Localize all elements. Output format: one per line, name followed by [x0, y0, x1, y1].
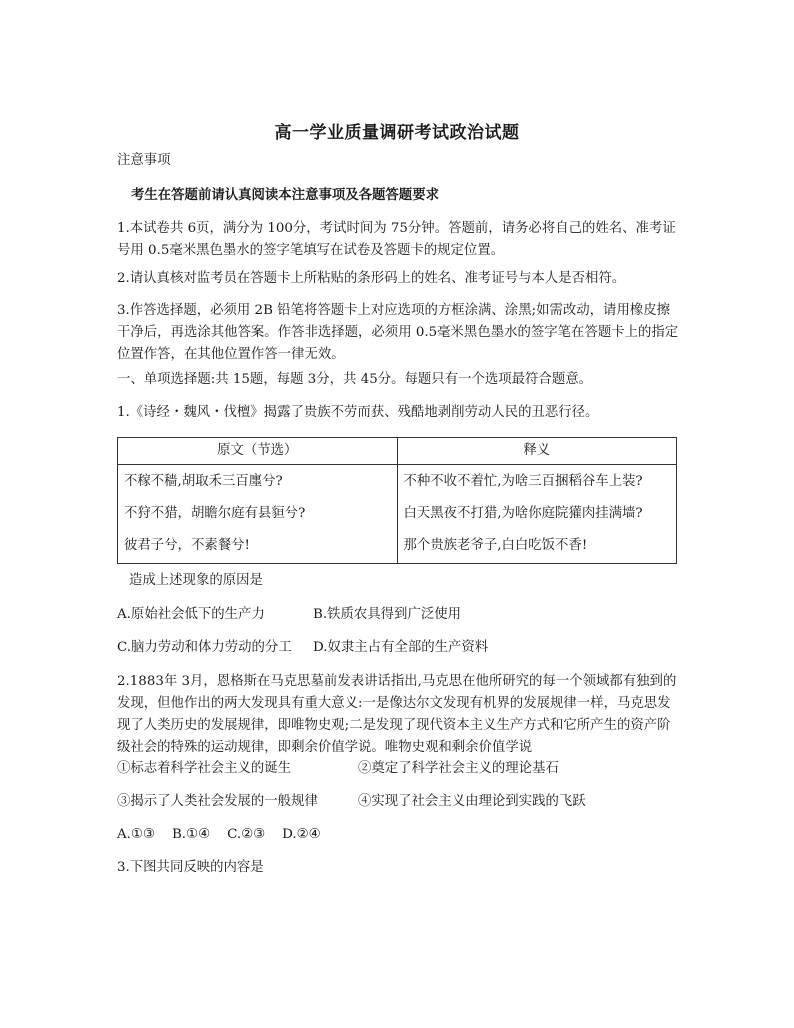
- q1-option-a: A.原始社会低下的生产力: [117, 607, 265, 622]
- poem-table: [117, 437, 677, 564]
- q2-statement-2: ②奠定了科学社会主义的理论基石: [358, 761, 559, 776]
- table-row: [118, 465, 677, 564]
- question-2-stem: 2.1883年 3月，恩格斯在马克思墓前发表讲话指出,马克思在他所研究的每一个领域都有独到的发现，但他作出的两大发现具有重大意义:一是像达尔文发现有机界的发展规律一样，马克思发现了人类历史的发展规律，即唯物史观;二是发现了现代资本主义生产方式和它所产生的资产阶级社会的特殊的运动规律，即剩余价值学说。唯物史观和剩余价值学说: [117, 674, 677, 755]
- notice-item-1: 1.本试卷共 6页，满分为 100分，考试时间为 75分钟。答题前，请务必将自己的姓名、准考证号用 0.5毫米黑色墨水的签字笔填写在试卷及答题卡的规定位置。: [117, 221, 676, 258]
- q2-statement-3: ③揭示了人类社会发展的一般规律: [117, 794, 318, 809]
- table-header-meaning: 释义: [397, 438, 677, 465]
- notice-heading: 注意事项: [117, 153, 171, 168]
- q2-statement-1: ①标志着科学社会主义的诞生: [117, 761, 292, 776]
- original-cell: [118, 465, 398, 564]
- notice-item-2: 2.请认真核对监考员在答题卡上所粘贴的条形码上的姓名、准考证号与本人是否相符。: [117, 271, 626, 286]
- table-header-original: 原文（节选）: [118, 438, 398, 465]
- notice-item-3: 3.作答选择题，必须用 2B 铅笔将答题卡上对应选项的方框涂满、涂黑;如需改动，请用橡皮擦干净后，再选涂其他答案。作答非选择题，必须用 0.5毫米黑色墨水的签字笔在答题卡上的指定位置作答，在其他位置作答一律无效。: [117, 303, 679, 362]
- q1-option-c: C.脑力劳动和体力劳动的分工: [117, 640, 292, 655]
- page-title: 高一学业质量调研考试政治试题: [274, 123, 520, 143]
- q1-option-d: D.奴隶主占有全部的生产资料: [313, 640, 489, 655]
- question-1-stem: 1.《诗经・魏风・伐檀》揭露了贵族不劳而获、残酷地剥削劳动人民的丑恶行径。: [117, 405, 599, 420]
- meaning-cell: [397, 465, 677, 564]
- notice-subheading: 考生在答题前请认真阅读本注意事项及各题答题要求: [131, 187, 439, 203]
- original-line-1: 不稼不穑,胡取禾三百廛兮?: [124, 474, 283, 489]
- q1-option-b: B.铁质农具得到广泛使用: [313, 607, 462, 622]
- question-1-followup: 造成上述现象的原因是: [129, 573, 263, 588]
- original-line-3: 彼君子兮，不素餐兮!: [124, 538, 250, 553]
- original-line-2: 不狩不猎，胡瞻尔庭有县貆兮?: [124, 506, 306, 521]
- meaning-line-2: 白天黑夜不打猎,为啥你庭院獾肉挂满墙?: [403, 506, 643, 521]
- meaning-line-1: 不种不收不着忙,为啥三百捆稻谷车上装?: [403, 474, 643, 489]
- q2-statement-4: ④实现了社会主义由理论到实践的飞跃: [358, 794, 586, 809]
- section-heading: 一、单项选择题:共 15题，每题 3分，共 45分。每题只有一个选项最符合题意。: [117, 372, 592, 387]
- table-header-row: [118, 438, 677, 465]
- q2-choices: A.①③ B.①④ C.②③ D.②④: [117, 827, 321, 842]
- question-3-stem: 3.下图共同反映的内容是: [117, 860, 264, 875]
- meaning-line-3: 那个贵族老爷子,白白吃饭不香!: [403, 538, 588, 553]
